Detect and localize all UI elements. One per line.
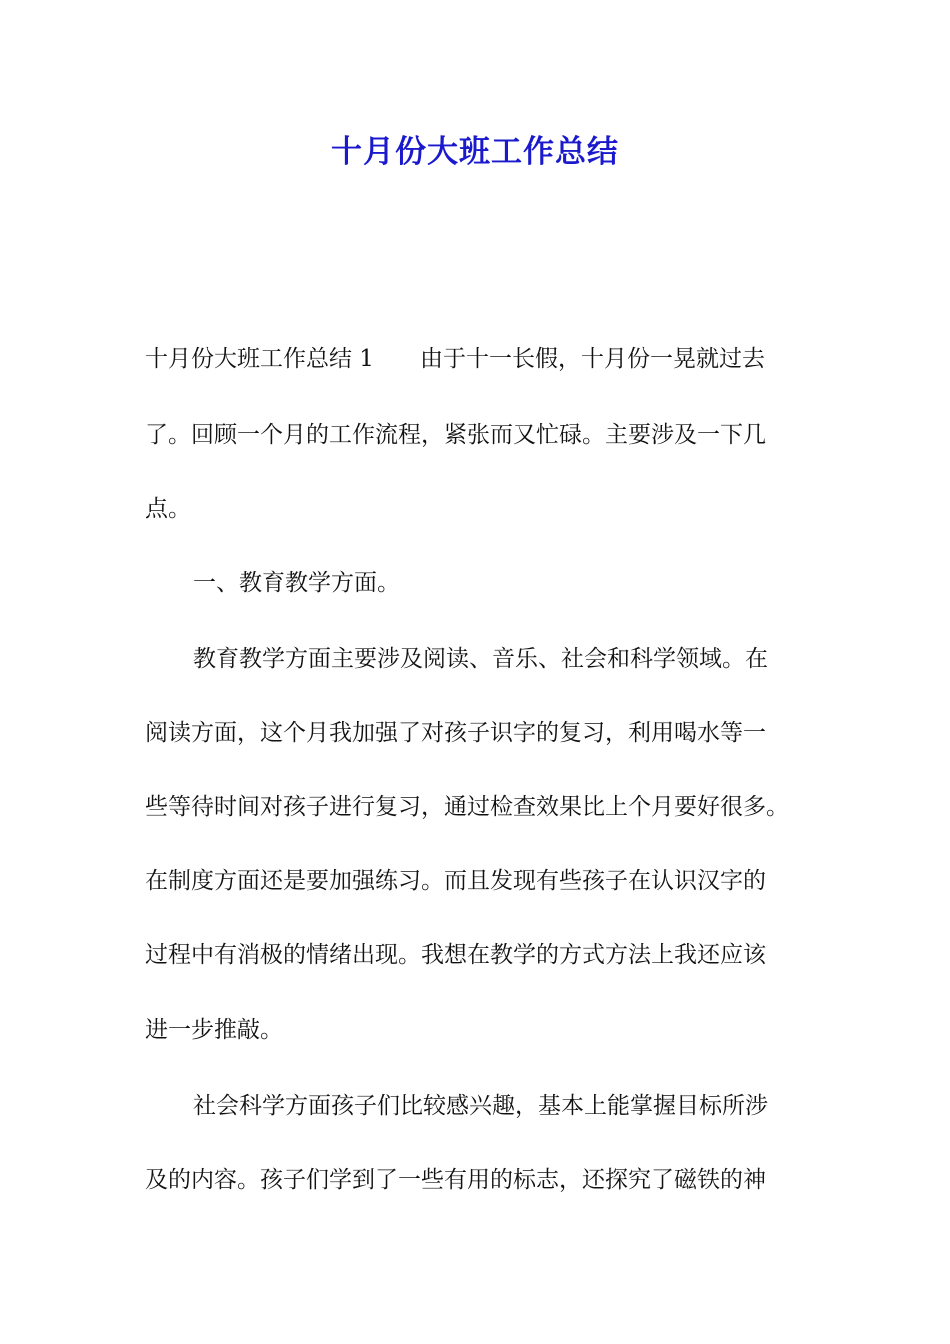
paragraph-line: 在制度方面还是要加强练习。而且发现有些孩子在认识汉字的 [145,868,766,894]
paragraph-line: 教育教学方面主要涉及阅读、音乐、社会和科学领域。在 [193,646,768,672]
paragraph-line: 了。回顾一个月的工作流程，紧张而又忙碌。主要涉及一下几 [145,422,766,448]
paragraph-line: 阅读方面，这个月我加强了对孩子识字的复习，利用喝水等一 [145,720,766,746]
paragraph-line: 社会科学方面孩子们比较感兴趣，基本上能掌握目标所涉 [193,1093,768,1119]
paragraph-line: 点。 [145,496,191,522]
paragraph-line: 些等待时间对孩子进行复习，通过检查效果比上个月要好很多。 [145,794,789,820]
document-title: 十月份大班工作总结 [331,134,619,170]
section-heading: 一、教育教学方面。 [193,570,400,596]
paragraph-line: 及的内容。孩子们学到了一些有用的标志，还探究了磁铁的神 [145,1167,766,1193]
paragraph-line: 进一步推敲。 [145,1017,283,1043]
paragraph-line: 过程中有消极的情绪出现。我想在教学的方式方法上我还应该 [145,942,766,968]
paragraph-line: 十月份大班工作总结 1 由于十一长假，十月份一晃就过去 [145,346,765,372]
